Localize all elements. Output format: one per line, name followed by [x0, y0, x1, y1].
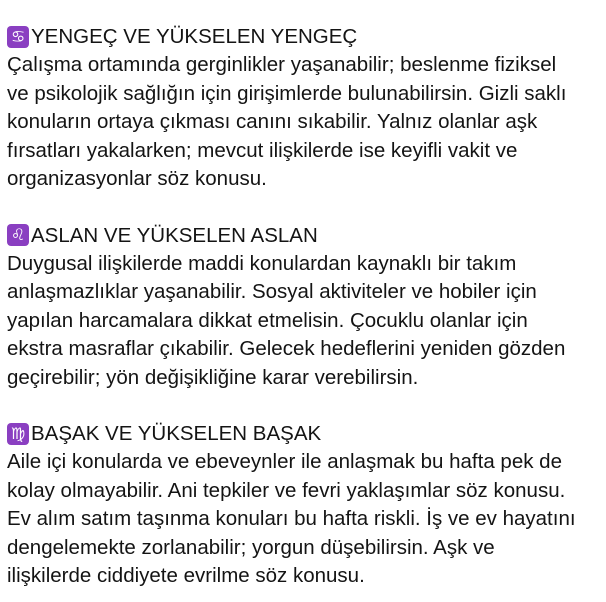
body-line: ekstra masraflar çıkabilir. Gelecek hedeflerini yeniden gözden — [7, 337, 566, 360]
section-cancer — [7, 22, 606, 194]
section-title: YENGEÇ VE YÜKSELEN YENGEÇ — [31, 25, 358, 48]
body-line: ilişkilerde ciddiyete evrilme söz konusu. — [7, 564, 365, 587]
body-line: kolay olmayabilir. Ani tepkiler ve fevri yaklaşımlar söz konusu. — [7, 478, 566, 502]
body-line: geçirebilir; yön değişikliğine karar verebilirsin. — [7, 365, 419, 389]
body-line: Aile içi konularda ve ebeveynler ile anlaşmak bu hafta pek de — [7, 450, 562, 473]
section-leo — [7, 221, 606, 393]
section-heading — [7, 22, 606, 51]
body-line: Ev alım satım taşınma konuları bu hafta riskli. İş ve ev hayatını — [7, 507, 576, 530]
body-line: yapılan harcamalara dikkat etmelisin. Çocuklu olanlar için — [7, 308, 528, 332]
body-line: anlaşmazlıklar yaşanabilir. Sosyal aktiviteler ve hobiler için — [7, 280, 537, 303]
body-line: Çalışma ortamında gerginlikler yaşanabilir; beslenme fiziksel — [7, 53, 557, 76]
body-line: dengelemekte zorlanabilir; yorgun düşebilirsin. Aşk ve — [7, 535, 495, 559]
section-title: BAŞAK VE YÜKSELEN BAŞAK — [31, 422, 322, 445]
cancer-zodiac-icon: ♋ — [7, 26, 29, 48]
body-line: ve psikolojik sağlığın için girişimlerde bulunabilirsin. Gizli saklı — [7, 81, 567, 105]
virgo-zodiac-icon: ♍ — [7, 423, 29, 445]
body-line: organizasyonlar söz konusu. — [7, 167, 267, 190]
body-line: fırsatları yakalarken; mevcut ilişkilerde ise keyifli vakit ve — [7, 138, 518, 162]
leo-zodiac-icon: ♌ — [7, 224, 29, 246]
section-title: ASLAN VE YÜKSELEN ASLAN — [31, 223, 318, 247]
body-line: Duygusal ilişkilerde maddi konulardan kaynaklı bir takım — [7, 251, 517, 275]
body-line: konuların ortaya çıkması canını sıkabilir. Yalnız olanlar aşk — [7, 110, 538, 133]
section-virgo — [7, 419, 606, 591]
section-heading — [7, 221, 606, 250]
section-heading — [7, 419, 606, 448]
